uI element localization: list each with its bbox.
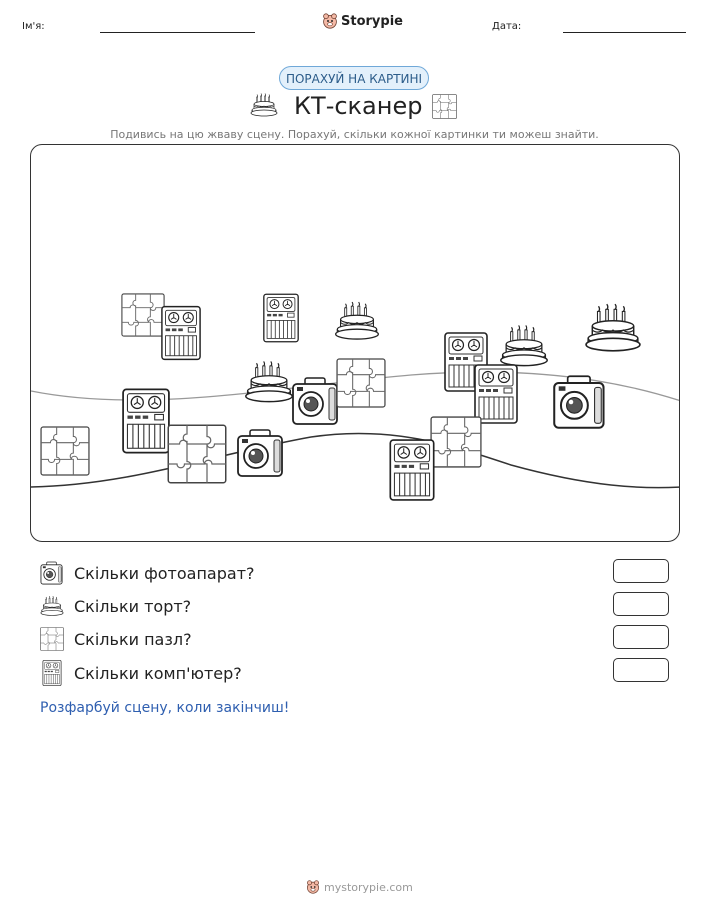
brand-name: Storypie bbox=[341, 13, 403, 29]
question-text: Скільки торт? bbox=[74, 596, 192, 616]
answer-box-computer[interactable] bbox=[613, 658, 669, 682]
question-text: Скільки комп'ютер? bbox=[74, 663, 242, 683]
counting-scene bbox=[30, 144, 680, 542]
page-subtitle: Подивись на цю жваву сцену. Порахуй, скільки кожної картинки ти можеш знайти. bbox=[110, 128, 599, 141]
question-row-computer bbox=[40, 660, 242, 686]
brand-logo bbox=[322, 13, 403, 29]
answer-box-cake[interactable] bbox=[613, 592, 669, 616]
scene-puzzle bbox=[41, 427, 89, 475]
scene-camera bbox=[238, 430, 282, 476]
scene-canvas bbox=[31, 145, 680, 542]
date-field[interactable] bbox=[563, 32, 686, 33]
cake-icon bbox=[250, 92, 278, 118]
date-label: Дата: bbox=[492, 21, 522, 32]
scene-cake bbox=[336, 302, 379, 339]
activity-badge: ПОРАХУЙ НА КАРТИНІ bbox=[279, 66, 429, 90]
footer bbox=[306, 880, 413, 894]
mascot-icon bbox=[322, 13, 338, 29]
scene-puzzle bbox=[337, 359, 385, 407]
mascot-icon bbox=[306, 880, 320, 894]
scene-computer bbox=[162, 307, 200, 360]
scene-computer bbox=[390, 440, 433, 500]
scene-cake bbox=[246, 361, 292, 401]
scene-puzzle bbox=[168, 425, 226, 483]
answer-box-puzzle[interactable] bbox=[613, 625, 669, 649]
question-text: Скільки пазл? bbox=[74, 629, 192, 649]
name-field[interactable] bbox=[100, 32, 255, 33]
name-label: Ім'я: bbox=[22, 21, 45, 32]
scene-camera bbox=[293, 378, 337, 424]
scene-cake bbox=[501, 325, 547, 365]
question-text: Скільки фотоапарат? bbox=[74, 563, 255, 583]
question-row-camera bbox=[40, 561, 255, 585]
camera-icon bbox=[40, 561, 64, 585]
scene-computer bbox=[264, 294, 298, 341]
computer-icon bbox=[40, 660, 64, 686]
scene-camera bbox=[554, 376, 603, 428]
scene-puzzle bbox=[122, 294, 164, 336]
footer-url[interactable]: mystorypie.com bbox=[324, 880, 413, 894]
scene-cake bbox=[586, 304, 640, 351]
cake-icon bbox=[40, 594, 64, 618]
scene-puzzle bbox=[431, 417, 481, 467]
scene-computer bbox=[475, 365, 517, 423]
page-title: КТ-сканер bbox=[294, 92, 423, 120]
answer-box-camera[interactable] bbox=[613, 559, 669, 583]
question-row-cake bbox=[40, 594, 191, 618]
coloring-hint: Розфарбуй сцену, коли закінчиш! bbox=[40, 700, 290, 716]
question-row-puzzle bbox=[40, 627, 192, 651]
scene-computer bbox=[123, 389, 169, 452]
puzzle-icon bbox=[432, 94, 457, 119]
puzzle-icon bbox=[40, 627, 64, 651]
